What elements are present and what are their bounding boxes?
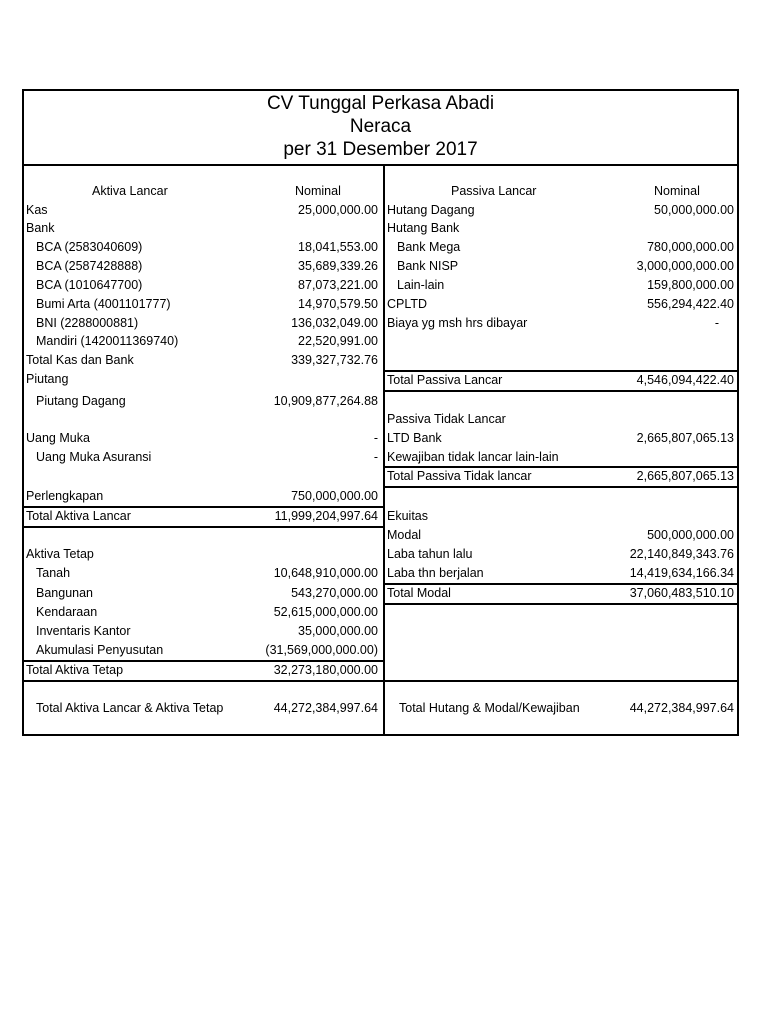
row-value: (31,569,000,000.00) (265, 643, 378, 657)
row-value: 10,648,910,000.00 (273, 566, 378, 580)
row-label: Kewajiban tidak lancar lain-lain (387, 450, 559, 464)
row-label: Bank Mega (397, 240, 461, 254)
equity-row (385, 545, 739, 564)
row-label: Kendaraan (36, 605, 98, 619)
row-value: 556,294,422.40 (647, 297, 734, 311)
perlengkapan-row (24, 487, 383, 506)
row-label: Laba thn berjalan (387, 566, 484, 580)
total-modal-row (385, 584, 739, 603)
row-value: 44,272,384,997.64 (629, 701, 734, 715)
passiva-tidak-lancar-row (385, 410, 739, 429)
row-value: 52,615,000,000.00 (273, 605, 378, 619)
ltd-bank-row (385, 429, 739, 448)
kas-row (24, 201, 383, 220)
fixed-asset-row (24, 603, 383, 622)
fixed-asset-row (24, 584, 383, 603)
bank-loan-row (385, 276, 739, 295)
fixed-asset-row (24, 564, 383, 583)
row-label: Total Hutang & Modal/Kewajiban (399, 701, 580, 715)
assets-column-header: Aktiva Lancar (92, 184, 168, 198)
fixed-asset-row (24, 622, 383, 641)
report-header (24, 91, 737, 166)
row-value: 37,060,483,510.10 (629, 586, 734, 600)
total-aktiva-lancar-row (24, 507, 383, 526)
row-label: Akumulasi Penyusutan (36, 643, 164, 657)
bank-item-row (24, 276, 383, 295)
hutang-dagang-row (385, 201, 739, 220)
row-label: Total Kas dan Bank (26, 353, 134, 367)
row-label: BCA (1010647700) (36, 278, 143, 292)
row-label: Lain-lain (397, 278, 445, 292)
row-value: 500,000,000.00 (647, 528, 734, 542)
bank-item-row (24, 295, 383, 314)
row-label: Tanah (36, 566, 71, 580)
row-value: 18,041,553.00 (298, 240, 378, 254)
cpltd-row (385, 295, 739, 314)
row-label: Perlengkapan (26, 489, 104, 503)
row-label: Total Modal (387, 586, 451, 600)
row-value: 2,665,807,065.13 (636, 469, 734, 483)
row-label: Aktiva Tetap (26, 547, 94, 561)
row-divider (24, 680, 383, 682)
row-label: Total Passiva Lancar (387, 373, 503, 387)
row-divider (385, 680, 739, 682)
balance-sheet (22, 89, 739, 736)
bank-item-row (24, 257, 383, 276)
bank-loan-row (385, 257, 739, 276)
row-divider (385, 486, 739, 488)
biaya-row (385, 314, 739, 333)
bank-item-row (24, 332, 383, 351)
bank-item-row (24, 314, 383, 333)
row-value: 10,909,877,264.88 (273, 394, 378, 408)
row-label: Bumi Arta (4001101777) (36, 297, 171, 311)
row-value: 159,800,000.00 (647, 278, 734, 292)
aktiva-tetap-row (24, 545, 383, 564)
row-label: Kas (26, 203, 48, 217)
row-value: 3,000,000,000.00 (636, 259, 734, 273)
row-label: Mandiri (1420011369740) (36, 334, 179, 348)
row-label: Bangunan (36, 586, 94, 600)
equity-row (385, 564, 739, 583)
kewajiban-row (385, 448, 739, 467)
row-label: Total Passiva Tidak lancar (387, 469, 532, 483)
row-label: Piutang Dagang (36, 394, 126, 408)
total-passiva-tidak-lancar-row (385, 467, 739, 486)
row-label: Modal (387, 528, 422, 542)
row-value: - (373, 450, 378, 464)
row-value: 780,000,000.00 (647, 240, 734, 254)
row-value: 32,273,180,000.00 (273, 663, 378, 677)
row-value: 14,419,634,166.34 (629, 566, 734, 580)
row-value: 4,546,094,422.40 (636, 373, 734, 387)
total-kas-bank-row (24, 351, 383, 370)
row-label: Uang Muka (26, 431, 90, 445)
row-value: 22,520,991.00 (298, 334, 378, 348)
liabilities-nominal-header: Nominal (654, 184, 700, 198)
company-name: CV Tunggal Perkasa Abadi (266, 93, 495, 114)
row-value: 11,999,204,997.64 (274, 509, 378, 523)
row-divider (385, 603, 739, 605)
row-label: Bank NISP (397, 259, 459, 273)
uang-muka-asuransi-row (24, 448, 383, 467)
row-value: 2,665,807,065.13 (636, 431, 734, 445)
fixed-asset-row (24, 641, 383, 660)
row-value: 35,689,339.26 (298, 259, 378, 273)
row-label: Total Aktiva Lancar & Aktiva Tetap (36, 701, 224, 715)
row-label: BNI (2288000881) (36, 316, 139, 330)
bank-row (24, 219, 383, 238)
row-label: Total Aktiva Lancar (26, 509, 131, 523)
row-label: Biaya yg msh hrs dibayar (387, 316, 528, 330)
row-label: Uang Muka Asuransi (36, 450, 152, 464)
row-label: BCA (2587428888) (36, 259, 143, 273)
row-value: 44,272,384,997.64 (273, 701, 378, 715)
row-value: 25,000,000.00 (298, 203, 378, 217)
bank-loan-row (385, 238, 739, 257)
row-label: Hutang Dagang (387, 203, 475, 217)
row-label: Passiva Tidak Lancar (387, 412, 506, 426)
total-passiva-lancar-row (385, 371, 739, 390)
row-label: Total Aktiva Tetap (26, 663, 124, 677)
grand-total-assets-row (24, 699, 383, 718)
grand-total-liabilities-row (385, 699, 739, 718)
row-label: Piutang (26, 372, 69, 386)
bank-item-row (24, 238, 383, 257)
report-period: per 31 Desember 2017 (283, 139, 478, 160)
uang-muka-row (24, 429, 383, 448)
report-title: Neraca (349, 116, 412, 137)
piutang-row (24, 370, 383, 389)
row-value: - (714, 316, 719, 330)
liabilities-header-row (385, 182, 739, 201)
row-divider (24, 526, 383, 528)
ekuitas-row (385, 507, 739, 526)
equity-row (385, 526, 739, 545)
row-value: 22,140,849,343.76 (629, 547, 734, 561)
row-value: 50,000,000.00 (654, 203, 734, 217)
row-label: Laba tahun lalu (387, 547, 473, 561)
row-label: Hutang Bank (387, 221, 460, 235)
row-value: 35,000,000.00 (298, 624, 378, 638)
row-label: Bank (26, 221, 55, 235)
row-value: - (373, 431, 378, 445)
row-label: Ekuitas (387, 509, 428, 523)
row-value: 136,032,049.00 (291, 316, 378, 330)
row-value: 339,327,732.76 (291, 353, 378, 367)
liabilities-column-header: Passiva Lancar (451, 184, 537, 198)
row-label: LTD Bank (387, 431, 442, 445)
row-value: 750,000,000.00 (291, 489, 378, 503)
assets-nominal-header: Nominal (295, 184, 341, 198)
row-value: 87,073,221.00 (298, 278, 378, 292)
row-value: 14,970,579.50 (298, 297, 378, 311)
row-label: Inventaris Kantor (36, 624, 131, 638)
row-divider (385, 390, 739, 392)
total-aktiva-tetap-row (24, 661, 383, 680)
row-label: BCA (2583040609) (36, 240, 143, 254)
hutang-bank-row (385, 219, 739, 238)
assets-header-row (24, 182, 383, 201)
row-value: 543,270,000.00 (291, 586, 378, 600)
row-label: CPLTD (387, 297, 428, 311)
piutang-dagang-row (24, 392, 383, 411)
